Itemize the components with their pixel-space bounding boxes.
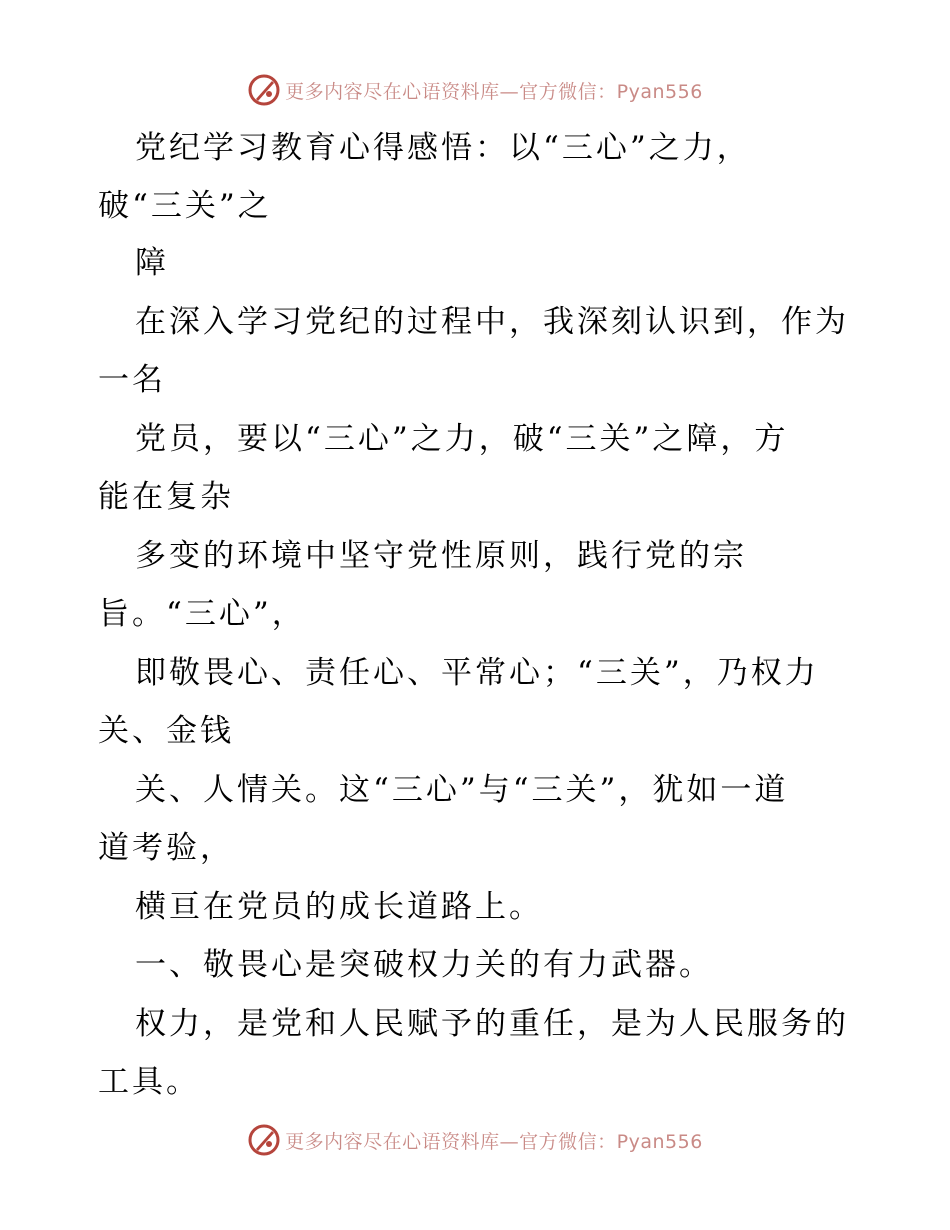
body-line: 党员，要以“三心”之力，破“三关”之障，方 [135, 421, 789, 457]
watermark-account-id: Pyan556 [616, 80, 703, 103]
body-line: 旨。“三心”， [98, 596, 306, 632]
footer-watermark [0, 1120, 950, 1160]
watermark-main-text: 更多内容尽在心语资料库—官方微信： [285, 1130, 617, 1153]
quill-seal-icon [247, 1123, 281, 1157]
watermark-main-text: 更多内容尽在心语资料库—官方微信： [285, 80, 617, 103]
body-line: 权力，是党和人民赋予的重任，是为人民服务的 [135, 1006, 849, 1042]
body-line: 道考验， [98, 830, 234, 866]
body-line: 一名 [98, 362, 166, 398]
body-line: 在深入学习党纪的过程中，我深刻认识到，作为 [135, 304, 849, 340]
body-line: 关、人情关。这“三心”与“三关”，犹如一道 [135, 772, 789, 808]
title-line-2: 破“三关”之 [98, 188, 272, 224]
body-line: 横亘在党员的成长道路上。 [135, 889, 543, 925]
title-line-3: 障 [135, 245, 169, 281]
section-heading-1: 一、敬畏心是突破权力关的有力武器。 [135, 947, 713, 983]
body-line: 多变的环境中坚守党性原则，践行党的宗 [135, 538, 747, 574]
title-line-1: 党纪学习教育心得感悟：以“三心”之力， [135, 130, 751, 166]
body-line: 即敬畏心、责任心、平常心；“三关”，乃权力 [135, 655, 819, 691]
watermark-text [285, 1127, 703, 1154]
body-line: 能在复杂 [98, 479, 234, 515]
watermark-account-id: Pyan556 [616, 1130, 703, 1153]
body-line: 关、金钱 [98, 713, 234, 749]
body-line: 工具。 [98, 1064, 200, 1100]
